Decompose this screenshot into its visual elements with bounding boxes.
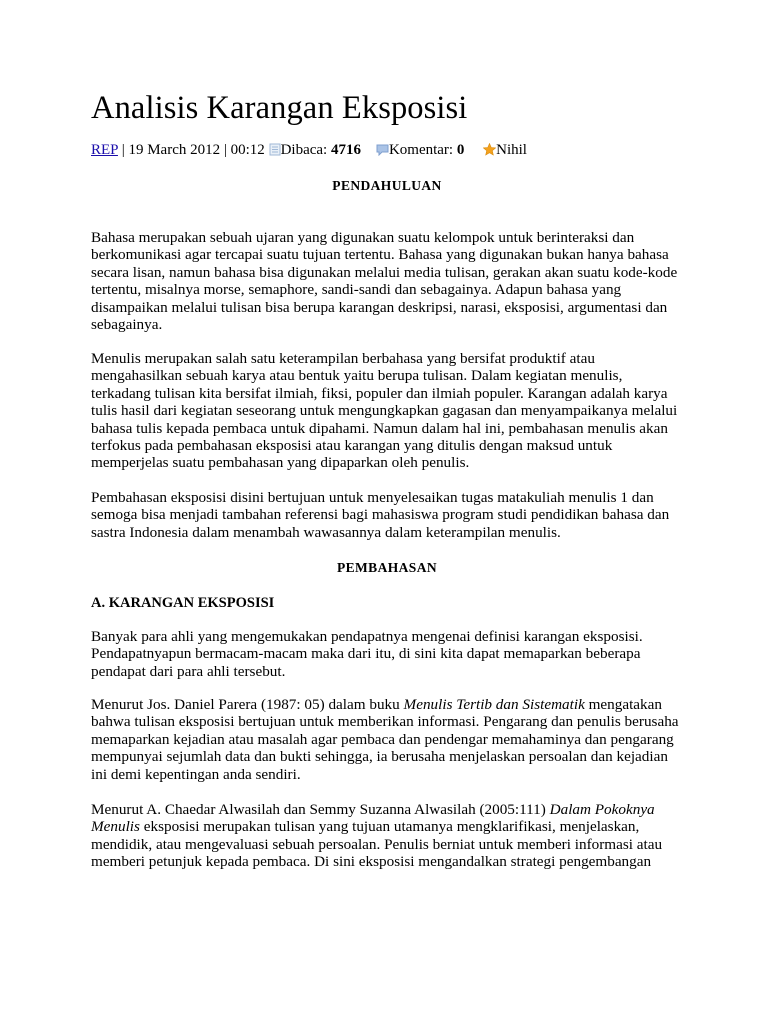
paragraph-intro-2	[91, 350, 683, 472]
text-line	[91, 801, 683, 818]
read-count: 4716	[330, 142, 361, 158]
text-line: memberi petunjuk kepada pembaca. Di sini eksposisi mengandalkan strategi pengembangan	[91, 853, 652, 871]
book-title: Menulis Tertib dan Sistematik	[403, 696, 585, 713]
star-icon	[483, 142, 496, 162]
text-line: mempunyai sejumlah data dan bukti sehingga, ia berusaha menjelaskan persoalan dan kejadian	[91, 748, 668, 766]
text-line: disampaikan melalui tulisan bisa berupa karangan deskripsi, narasi, eksposisi, argumentasi dan	[91, 298, 668, 316]
article	[91, 88, 683, 871]
text-line: semoga bisa menjadi tambahan referensi bagi mahasiswa program studi pendidikan bahasa dan	[91, 506, 670, 524]
text-span: Menurut Jos. Daniel Parera (1987: 05) dalam buku	[91, 696, 404, 713]
meta-separator: |	[220, 142, 231, 158]
text-line: secara lisan, namun bahasa bisa digunakan melalui media tulisan, gerakan akan suatu kode-kode	[91, 263, 678, 281]
text-span: mengatakan	[584, 696, 662, 713]
paragraph-parera	[91, 696, 683, 783]
document-icon	[269, 142, 281, 162]
section-heading-pendahuluan: PENDAHULUAN	[332, 178, 442, 193]
rating-text: Nihil	[496, 142, 527, 158]
text-line: Pendapatnyapun bermacam-macam maka dari itu, di sini kita dapat memaparkan beberapa	[91, 645, 641, 663]
speech-bubble-icon	[376, 142, 389, 162]
author-link[interactable]: REP	[91, 142, 118, 158]
paragraph-intro-3	[91, 489, 683, 541]
read-label: Dibaca:	[280, 142, 331, 158]
text-line: tulis hasil dari kegiatan seseorang untuk mengungkapkan gagasan dan menyampaikanya melalui	[91, 402, 678, 420]
paragraph-intro-1	[91, 229, 683, 333]
text-line	[91, 696, 683, 713]
paragraph-alwasilah	[91, 801, 683, 871]
paragraph-definition-intro	[91, 628, 683, 680]
comment-label: Komentar:	[388, 142, 457, 158]
text-line	[91, 818, 683, 835]
article-meta	[91, 140, 683, 160]
text-line: mendidik, atau mengevaluasi sebuah persoalan. Penulis berniat untuk memberi informasi atau	[91, 835, 663, 853]
text-line: terfokus pada pembahasan eksposisi atau karangan yang ditulis dengan maksud untuk	[91, 437, 613, 455]
post-time: 00:12	[230, 142, 265, 158]
meta-separator: |	[117, 142, 129, 158]
text-line: mengahasilkan sebuah karya atau bentuk yaitu berupa tulisan. Dalam kegiatan menulis,	[91, 367, 623, 385]
book-title: Menulis	[91, 818, 140, 836]
text-line: memaparkan kejadian atau masalah agar pembaca dan pendengar memahaminya dan pengarang	[91, 730, 674, 748]
text-line: Pembahasan eksposisi disini bertujuan untuk menyelesaikan tugas matakuliah menulis 1 dan	[91, 489, 654, 506]
book-title: Dalam Pokoknya	[549, 801, 655, 818]
text-line: bahasa tulis kepada pembaca untuk dipahami. Namun dalam hal ini, pembahasan menulis akan	[91, 419, 668, 437]
text-line: memperjelas suatu pembahasan yang dipaparkan oleh penulis.	[91, 454, 470, 472]
text-span: Menurut A. Chaedar Alwasilah dan Semmy Suzanna Alwasilah (2005:111)	[91, 801, 550, 818]
text-line: Bahasa merupakan sebuah ujaran yang digunakan suatu kelompok untuk berinteraksi dan	[91, 229, 635, 246]
text-line: sastra Indonesia dalam menambah wawasannya dalam keterampilan menulis.	[91, 523, 561, 541]
text-line: terkadang tulisan kita bersifat ilmiah, fiksi, populer dan ilmiah populer. Karangan adalah karya	[91, 384, 668, 402]
text-line: berkomunikasi agar tercapai suatu tujuan tertentu. Bahasa yang digunakan bukan hanya bahasa	[91, 246, 669, 264]
text-line: pendapat dari para ahli tersebut.	[91, 662, 286, 680]
text-line: ini demi kepentingan anda sendiri.	[91, 765, 301, 783]
article-title: Analisis Karangan Eksposisi	[91, 90, 468, 126]
text-line: sebagainya.	[91, 316, 163, 334]
subsection-heading: A. KARANGAN EKSPOSISI	[91, 595, 275, 611]
comment-count: 0	[456, 142, 465, 158]
text-line: Menulis merupakan salah satu keterampilan berbahasa yang bersifat produktif atau	[91, 350, 595, 367]
text-line: Banyak para ahli yang mengemukakan pendapatnya mengenai definisi karangan eksposisi.	[91, 628, 643, 645]
text-span: eksposisi merupakan tulisan yang tujuan utamanya mengklarifikasi, menjelaskan,	[139, 818, 640, 836]
section-heading-pembahasan: PEMBAHASAN	[336, 560, 437, 575]
text-line: tertentu, misalnya morse, semaphore, sandi-sandi dan sebagainya. Adapun bahasa yang	[91, 281, 622, 299]
post-date: 19 March 2012	[128, 142, 221, 158]
text-line: bahwa tulisan eksposisi bertujuan untuk memberikan informasi. Pengarang dan penulis berusaha	[91, 713, 679, 731]
